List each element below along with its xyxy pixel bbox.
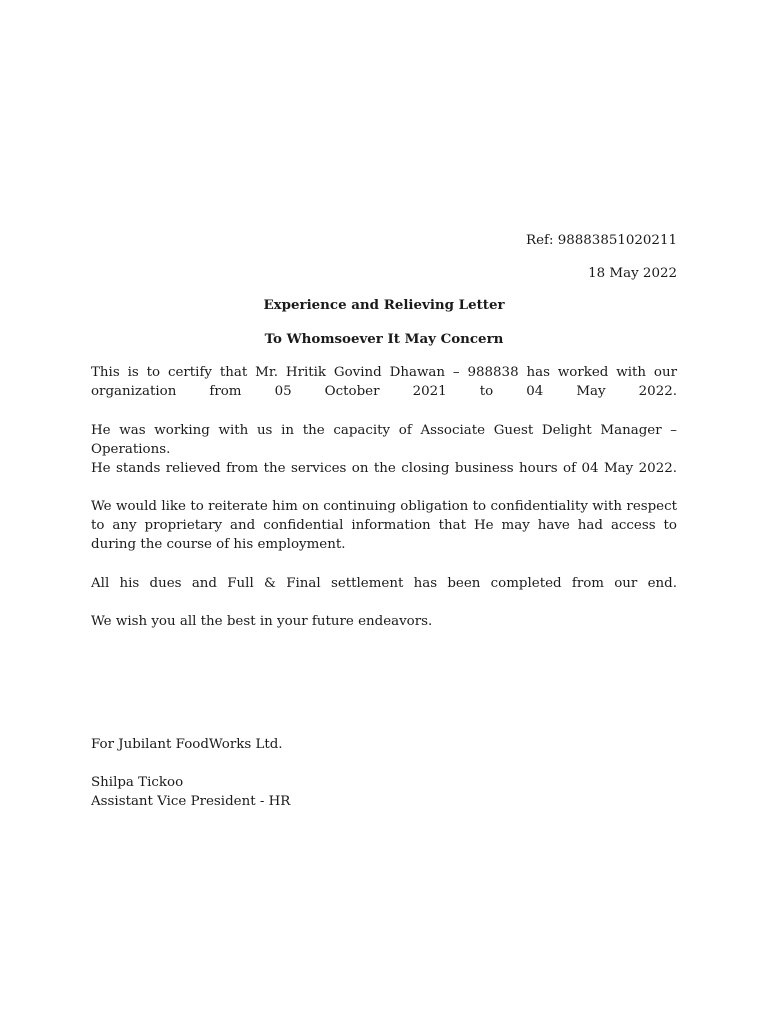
signature-company: For Jubilant FoodWorks Ltd.: [91, 737, 283, 752]
signatory-designation: Assistant Vice President - HR: [91, 794, 291, 809]
paragraph-wishes: We wish you all the best in your future endeavors.: [91, 614, 433, 629]
reference-number: Ref: 98883851020211: [525, 233, 677, 248]
paragraph-certification: This is to certify that Mr. Hritik Govind Dhawan – 988838 has worked with our organization from 05 October 2021 to 04 May 2022.: [91, 365, 677, 399]
paragraph-settlement: All his dues and Full & Final settlement has been completed from our end.: [91, 576, 677, 591]
paragraph-relieving: He stands relieved from the services on the closing business hours of 04 May 2022.: [91, 461, 677, 476]
letter-date: 18 May 2022: [588, 266, 677, 281]
letter-title: Experience and Relieving Letter: [263, 297, 505, 313]
paragraph-confidentiality: We would like to reiterate him on continuing obligation to confidentiality with respect to any proprietary and confidential information that He may have had access to during the course of his employment.: [91, 499, 677, 552]
paragraph-designation: He was working with us in the capacity of Associate Guest Delight Manager – Operations.: [91, 423, 677, 457]
signatory-name: Shilpa Tickoo: [91, 775, 184, 790]
letter-subtitle: To Whomsoever It May Concern: [264, 331, 504, 347]
